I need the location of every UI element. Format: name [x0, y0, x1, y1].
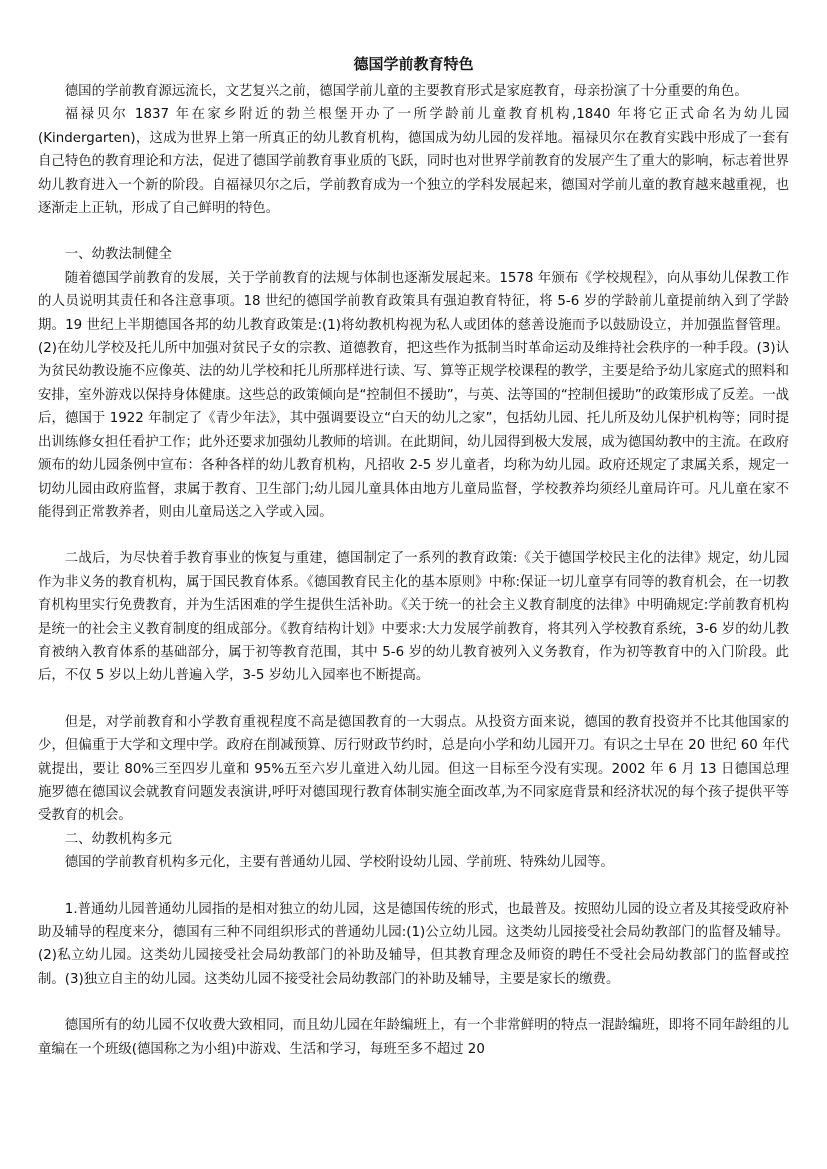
weakness-paragraph: 但是，对学前教育和小学教育重视程度不高是德国教育的一大弱点。从投资方面来说，德国的教育投资并不比其他国家的少，但偏重于大学和文理中学。政府在削减预算、厉行财政节约时，总是向小学和幼儿园开刀。有识之士早在 20 世纪 60 年代就提出，要让 80%三至四岁儿童和 95%五至六岁儿童进入幼儿园。但这一目标至今没有实现。2002 年 6 月 13 日德国总理施罗德在德国议会就教育问题发表演讲,呼吁对德国现行教育体制实施全面改革,为不同家庭背景和经济状况的每个孩子提供平等受教育的机会。: [38, 714, 789, 824]
law-paragraph: 随着德国学前教育的发展，关于学前教育的法规与体制也逐渐发展起来。1578 年颁布《学校规程》，向从事幼儿保教工作的人员说明其责任和各注意事项。18 世纪的德国学前教育政策具有强迫教育特征，将 5-6 岁的学龄前儿童提前纳入到了学龄期。19 世纪上半期德国各邦的幼儿教育政策是:(1)将幼教机构视为私人或团体的慈善设施而予以鼓励设立，并加强监督管理。(2)在幼儿学校及托儿所中加强对贫民子女的宗教、道德教育，把这些作为抵制当时革命运动及维持社会秩序的一种手段。(3)认为贫民幼教设施不应像英、法的幼儿学校和托儿所那样进行读、写、算等正规学校课程的教学，主要是给予幼儿家庭式的照料和安排，室外游戏以保持身体健康。这些总的政策倾向是“控制但不援助”，与英、法等国的“控制但援助”的政策形成了反差。一战后，德国于 1922 年制定了《青少年法》，其中强调要设立“白天的幼儿之家”，包括幼儿园、托儿所及幼儿保护机构等；同时提出训练修女担任看护工作；此外还要求加强幼儿教师的培训。在此期间，幼儿园得到极大发展，成为德国幼教中的主流。在政府颁布的幼儿园条例中宣布：各种各样的幼儿教育机构，凡招收 2-5 岁儿童者，均称为幼儿园。政府还规定了隶属关系，规定一切幼儿园由政府监督，隶属于教育、卫生部门;幼儿园儿童具体由地方儿童局监督，学校教养均须经儿童局许可。凡儿童在家不能得到正常教养者，则由儿童局送之入学或入园。: [38, 270, 789, 520]
spacer: [38, 688, 789, 711]
section-heading-1: 一、幼教法制健全: [64, 247, 172, 263]
postwar-paragraph: 二战后，为尽快着手教育事业的恢复与重建，德国制定了一系列的教育政策:《关于德国学校民主化的法律》规定，幼儿园作为非义务的教育机构，属于国民教育体系。《德国教育民主化的基本原则》中称:保证一切儿童享有同等的教育机会，在一切教育机构里实行免费教育，并为生活困难的学生提供生活补助。《关于统一的社会主义教育制度的法律》中明确规定:学前教育机构是统一的社会主义教育制度的组成部分。《教育结构计划》中要求:大力发展学前教育，将其列入学校教育系统，3-6 岁的幼儿教育被纳入教育体系的基础部分，属于初等教育范围，其中 5-6 岁的幼儿教育被列入义务教育，作为初等教育中的入门阶段。此后，不仅 5 岁以上幼儿普遍入学，3-5 岁幼儿入园率也不断提高。: [38, 551, 789, 684]
spacer: [38, 524, 789, 547]
spacer: [38, 875, 789, 898]
section-heading-2: 二、幼教机构多元: [64, 831, 172, 847]
mixed-age-paragraph: 德国所有的幼儿园不仅收费大致相同，而且幼儿园在年龄编班上，有一个非常鲜明的特点一混龄编班，即将不同年龄组的儿童编在一个班级(德国称之为小组)中游戏、生活和学习，每班至多不超过 20: [38, 1018, 789, 1057]
froebel-paragraph: 福禄贝尔 1837 年在家乡附近的勃兰根堡开办了一所学龄前儿童教育机构,1840 年将它正式命名为幼儿园(Kindergarten)，这成为世界上第一所真正的幼儿教育机构，德国成为幼儿园的发祥地。福禄贝尔在教育实践中形成了一套有自己特色的教育理论和方法，促进了德国学前教育事业质的飞跃，同时也对世界学前教育的发展产生了重大的影响，标志着世界幼儿教育进入一个新的阶段。自福禄贝尔之后，学前教育成为一个独立的学科发展起来，德国对学前儿童的教育越来越重视，也逐渐走上正轨，形成了自己鲜明的特色。: [38, 107, 789, 217]
spacer: [38, 991, 789, 1014]
spacer: [38, 220, 789, 243]
document-title: 德国学前教育特色: [353, 55, 474, 73]
intro-paragraph: 德国的学前教育源远流长，文艺复兴之前，德国学前儿童的主要教育形式是家庭教育，母亲扮演了十分重要的角色。: [64, 84, 748, 99]
institutions-paragraph: 德国的学前教育机构多元化，主要有普通幼儿园、学校附设幼儿园、学前班、特殊幼儿园等。: [64, 855, 614, 871]
ordinary-kindergarten-paragraph: 1.普通幼儿园普通幼儿园指的是相对独立的幼儿园，这是德国传统的形式，也最普及。按照幼儿园的设立者及其接受政府补助及辅导的程度来分，德国有三种不同组织形式的普通幼儿园:(1)公立幼儿园。这类幼儿园接受社会局幼教部门的监督及辅导。(2)私立幼儿园。这类幼儿园接受社会局幼教部门的补助及辅导，但其教育理念及师资的聘任不受社会局幼教部门的监督或控制。(3)独立自主的幼儿园。这类幼儿园不接受社会局幼教部门的补助及辅导，主要是家长的缴费。: [38, 901, 789, 987]
